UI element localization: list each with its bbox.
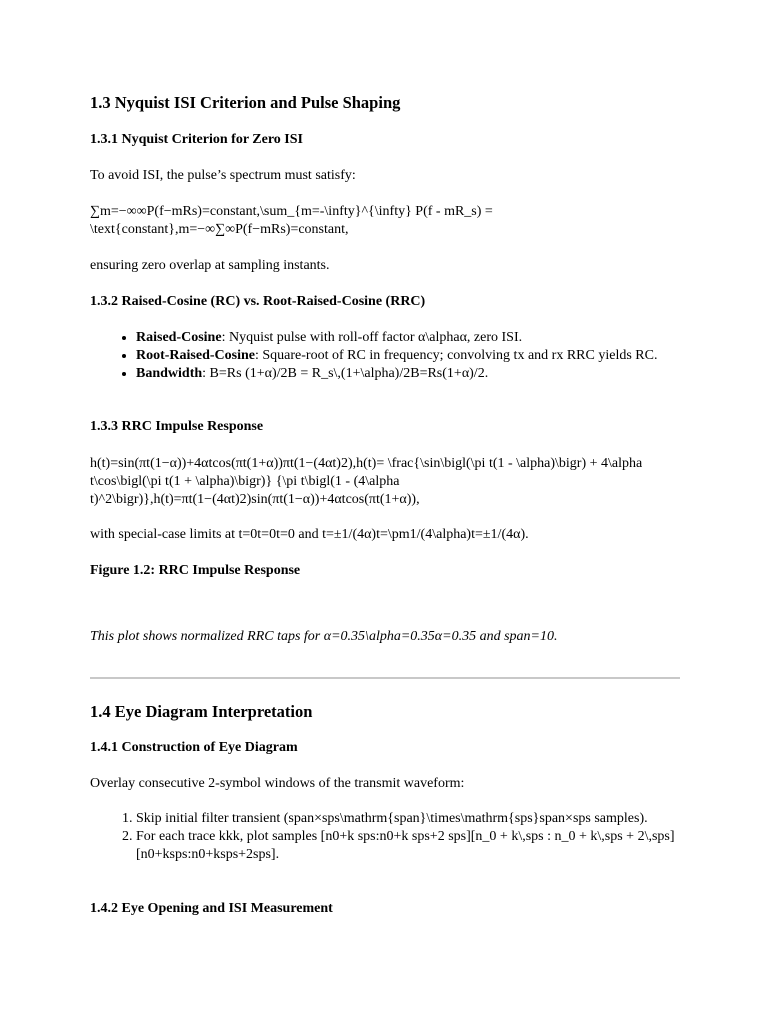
list-item <box>136 329 680 347</box>
section-divider <box>90 677 680 679</box>
paragraph-eye-intro: Overlay consecutive 2-symbol windows of the transmit waveform: <box>90 776 465 791</box>
paragraph-zero-overlap: ensuring zero overlap at sampling instants. <box>90 258 330 273</box>
section-heading-1-3: 1.3 Nyquist ISI Criterion and Pulse Shaping <box>90 93 401 112</box>
subsection-heading-1-3-3: 1.3.3 RRC Impulse Response <box>90 419 264 434</box>
rc-rrc-bullet-list <box>90 329 680 383</box>
subsection-heading-1-3-1: 1.3.1 Nyquist Criterion for Zero ISI <box>90 132 303 147</box>
figure-note: This plot shows normalized RRC taps for α=0.35\alpha=0.35α=0.35 and span=10. <box>90 629 558 644</box>
equation-rrc-impulse: h(t)=sin⁡(πt(1−α))+4αtcos⁡(πt(1+α))πt(1−(4αt)2),h(t)= \frac{\sin\bigl(\pi t(1 - \alpha)\bigr) + 4\alpha t\cos\bigl(\pi t(1 + \alpha)\bigr)} {\pi t\bigl(1 - (4\alpha t)^2\bigr)},h(t)=πt(1−(4αt)2)sin(πt(1−α))+4αtcos(πt(1+α)), <box>90 456 643 507</box>
eye-steps-list <box>90 810 680 864</box>
list-item: 2. For each trace kkk, plot samples [n0+k sps:n0+k sps+2 sps][n_0 + k\,sps : n_0 + k\,sps + 2\,sps][n0+ksps:n0+ksps+2sps]. <box>136 828 680 864</box>
section-heading-1-4: 1.4 Eye Diagram Interpretation <box>90 702 313 721</box>
desc-raised-cosine: : Nyquist pulse with roll-off factor α\alphaα, zero ISI. <box>221 330 523 345</box>
subsection-heading-1-4-1: 1.4.1 Construction of Eye Diagram <box>90 740 298 755</box>
list-item <box>136 365 680 383</box>
term-raised-cosine: Raised-Cosine <box>136 330 222 345</box>
term-bandwidth: Bandwidth <box>136 366 203 381</box>
term-root-raised-cosine: Root-Raised-Cosine <box>136 348 255 363</box>
paragraph-nyquist-intro: To avoid ISI, the pulse’s spectrum must satisfy: <box>90 168 356 183</box>
desc-bandwidth: : B=Rs (1+α)/2B = R_s\,(1+\alpha)/2B=Rs(1+α)/2. <box>202 366 489 381</box>
subsection-heading-1-3-2: 1.3.2 Raised-Cosine (RC) vs. Root-Raised-Cosine (RRC) <box>90 294 426 309</box>
figure-caption: Figure 1.2: RRC Impulse Response <box>90 563 301 578</box>
desc-root-raised-cosine: : Square-root of RC in frequency; convolving tx and rx RRC yields RC. <box>255 348 658 363</box>
equation-nyquist-criterion: ∑m=−∞∞P(f−mRs)=constant,\sum_{m=-\infty}^{\infty} P(f - mR_s) = \text{constant},m=−∞∑∞P(f−mRs)=constant, <box>90 204 493 237</box>
list-item <box>136 347 680 365</box>
subsection-heading-1-4-2: 1.4.2 Eye Opening and ISI Measurement <box>90 901 333 916</box>
paragraph-special-limits: with special-case limits at t=0t=0t=0 and t=±1/(4α)t=\pm1/(4\alpha)t=±1/(4α). <box>90 527 529 542</box>
list-item: 1. Skip initial filter transient (span×sps\mathrm{span}\times\mathrm{sps}span×sps samples). <box>136 810 680 828</box>
